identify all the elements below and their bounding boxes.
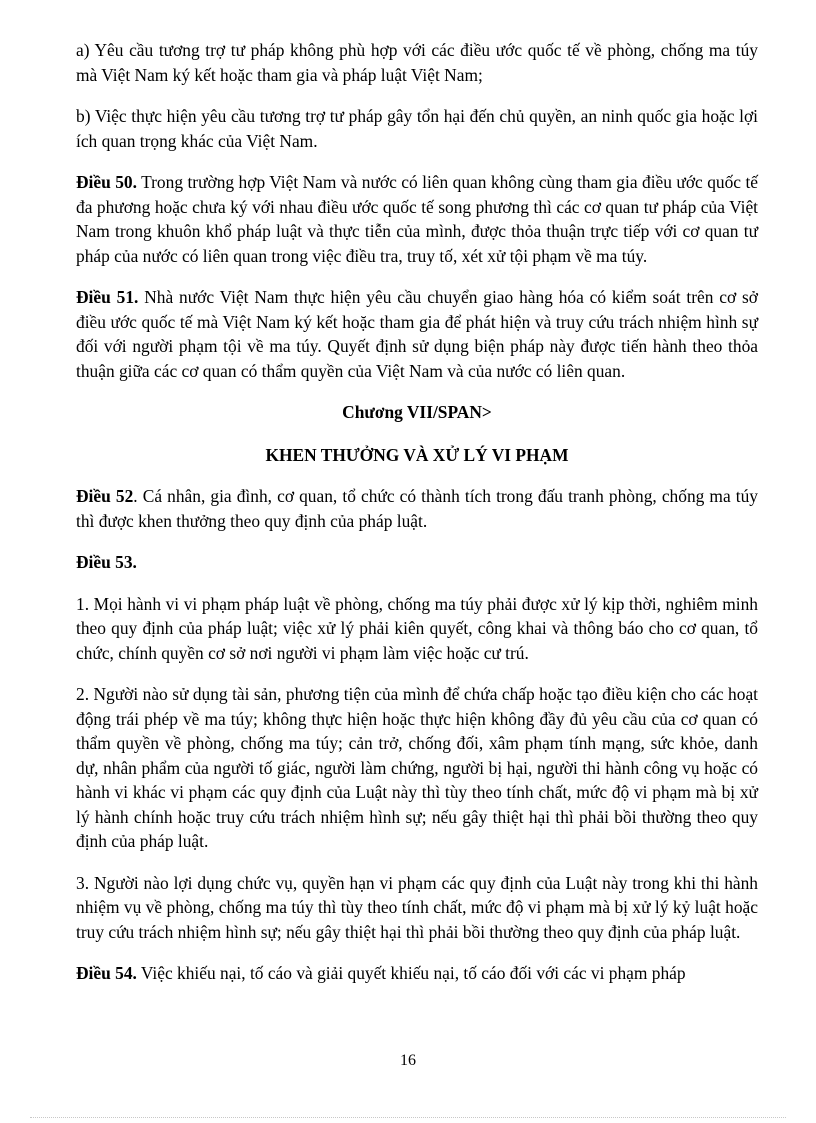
page-number: 16 [400, 1052, 416, 1069]
article-54-text: Việc khiếu nại, tố cáo và giải quyết khiếu nại, tố cáo đối với các vi phạm pháp [136, 963, 686, 983]
article-51-text: Nhà nước Việt Nam thực hiện yêu cầu chuyển giao hàng hóa có kiểm soát trên cơ sở điều ước quốc tế mà Việt Nam ký kết hoặc tham gia để phát hiện và truy cứu trách nhiệm hình sự đối với người phạm tội về ma túy. Quyết định sử dụng biện pháp này được tiến hành theo thỏa thuận giữa các cơ quan có thẩm quyền của Việt Nam và của nước có liên quan. [76, 287, 758, 381]
article-53-clause-1: 1. Mọi hành vi vi phạm pháp luật về phòng, chống ma túy phải được xử lý kịp thời, nghiêm minh theo quy định của pháp luật; việc xử lý phải kiên quyết, công khai và thông báo cho cơ quan, tổ chức, chính quyền cơ sở nơi người vi phạm làm việc hoặc cư trú. [76, 593, 758, 663]
clause-a: a) Yêu cầu tương trợ tư pháp không phù hợp với các điều ước quốc tế về phòng, chống ma túy mà Việt Nam ký kết hoặc tham gia và pháp luật Việt Nam; [76, 40, 758, 85]
chapter-title: KHEN THƯỞNG VÀ XỬ LÝ VI PHẠM [265, 444, 569, 465]
article-52 [76, 484, 758, 533]
article-54-label: Điều 54. [76, 963, 137, 983]
article-53-label: Điều 53. [76, 552, 137, 572]
page-bottom-edge [30, 1117, 786, 1118]
article-53-heading [76, 550, 758, 575]
chapter-heading: Chương VII/SPAN> [342, 402, 492, 422]
article-52-text: . Cá nhân, gia đình, cơ quan, tổ chức có thành tích trong đấu tranh phòng, chống ma túy thì được khen thưởng theo quy định của pháp luật. [76, 486, 758, 531]
document-page [76, 38, 758, 1003]
article-50 [76, 170, 758, 268]
article-53-clause-2: 2. Người nào sử dụng tài sản, phương tiện của mình để chứa chấp hoặc tạo điều kiện cho các hoạt động trái phép về ma túy; không thực hiện hoặc thực hiện không đầy đủ yêu cầu của cơ quan có thẩm quyền về phòng, chống ma túy; cản trở, chống đối, xâm phạm tính mạng, sức khỏe, danh dự, nhân phẩm của người tố giác, người làm chứng, người bị hại, người thi hành công vụ hoặc có hành vi khác vi phạm các quy định của Luật này thì tùy theo tính chất, mức độ vi phạm mà bị xử lý hành chính hoặc truy cứu trách nhiệm hình sự; nếu gây thiệt hại thì phải bồi thường theo quy định của pháp luật. [76, 684, 758, 851]
article-53-clause-3: 3. Người nào lợi dụng chức vụ, quyền hạn vi phạm các quy định của Luật này trong khi thi hành nhiệm vụ về phòng, chống ma túy thì tùy theo tính chất, mức độ vi phạm mà bị xử lý kỷ luật hoặc truy cứu trách nhiệm hình sự; nếu gây thiệt hại thì phải bồi thường theo quy định của pháp luật. [76, 872, 758, 942]
article-50-label: Điều 50. [76, 172, 137, 192]
article-54 [76, 961, 758, 986]
article-52-label: Điều 52 [76, 486, 134, 506]
article-51 [76, 285, 758, 383]
clause-b: b) Việc thực hiện yêu cầu tương trợ tư pháp gây tổn hại đến chủ quyền, an ninh quốc gia hoặc lợi ích quan trọng khác của Việt Nam. [76, 106, 758, 151]
article-51-label: Điều 51. [76, 287, 139, 307]
article-50-text: Trong trường hợp Việt Nam và nước có liên quan không cùng tham gia điều ước quốc tế đa phương hoặc chưa ký với nhau điều ước quốc tế song phương thì các cơ quan tư pháp của Việt Nam trong khuôn khổ pháp luật và thực tiễn của mình, được thỏa thuận trực tiếp với cơ quan tư pháp của nước có liên quan trong việc điều tra, truy tố, xét xử tội phạm về ma túy. [76, 172, 759, 266]
